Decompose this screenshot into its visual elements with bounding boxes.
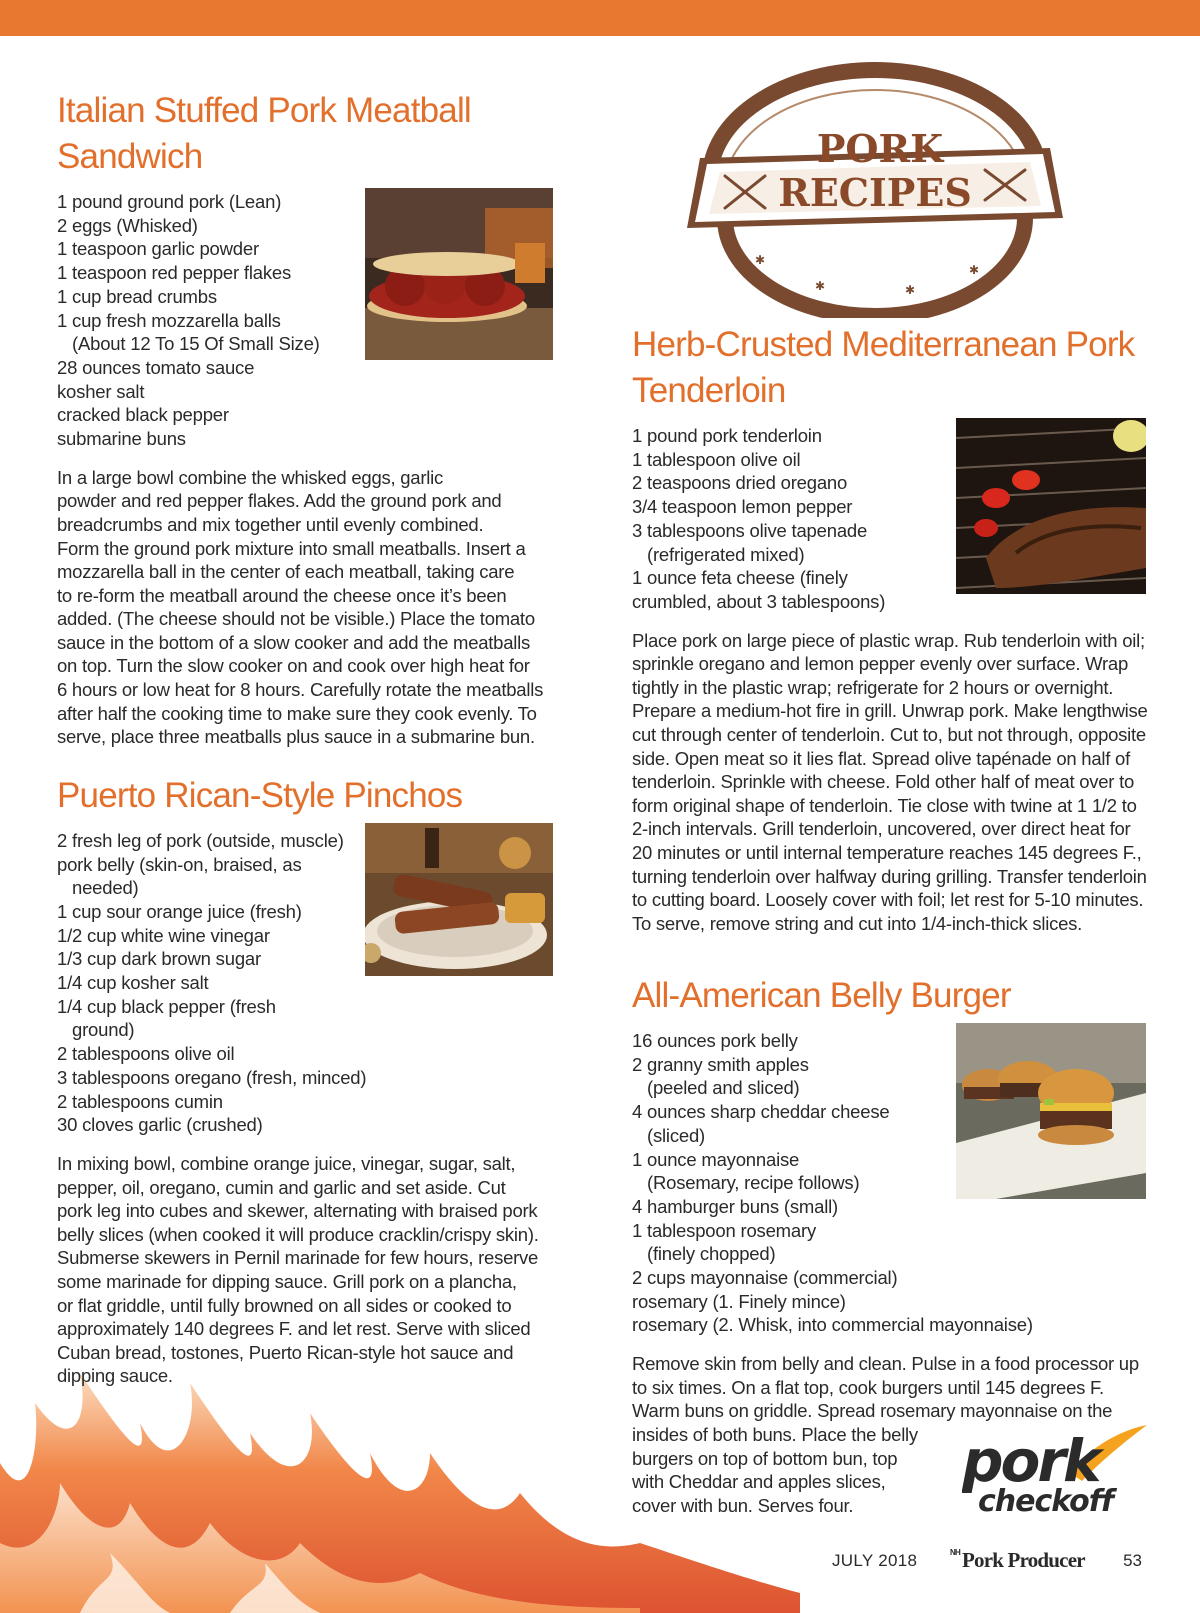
- ingredient: 4 ounces sharp cheddar cheese: [632, 1101, 890, 1123]
- svg-text:✱: ✱: [933, 71, 944, 85]
- ingredient: 16 ounces pork belly: [632, 1030, 798, 1051]
- ingredients-block: [632, 1029, 1152, 1337]
- ingredient: 2 tablespoons cumin: [57, 1090, 223, 1112]
- ingredient: 1/3 cup dark brown sugar: [57, 948, 261, 970]
- ingredient: 1 cup fresh mozzarella balls: [57, 309, 281, 331]
- svg-text:✱: ✱: [855, 67, 866, 81]
- ingredient: 2 teaspoons dried oregano: [632, 472, 848, 494]
- ingredient: (finely chopped): [647, 1243, 776, 1265]
- ingredient: 1/2 cup white wine vinegar: [57, 924, 270, 946]
- pork-checkoff-logo: [962, 1425, 1147, 1517]
- ingredient: 1 ounce feta cheese (finely: [632, 567, 848, 589]
- ingredient: 4 hamburger buns (small): [632, 1195, 838, 1217]
- ingredient: 28 ounces tomato sauce: [57, 356, 255, 378]
- left-column: [57, 88, 557, 1388]
- pinchos-photo: [365, 823, 553, 976]
- ingredient: 1 pound pork tenderloin: [632, 425, 822, 446]
- meatball-sandwich-photo: [365, 188, 553, 360]
- recipe-title: Italian Stuffed Pork Meatball Sandwich: [57, 91, 471, 176]
- ingredient: (peeled and sliced): [647, 1077, 800, 1099]
- ingredient: needed): [72, 877, 139, 899]
- svg-text:✱: ✱: [779, 79, 790, 93]
- svg-text:✱: ✱: [969, 263, 980, 277]
- page-number: 53: [1123, 1551, 1142, 1570]
- ingredient: crumbled, about 3 tablespoons): [632, 590, 886, 612]
- ingredient: 2 tablespoons olive oil: [57, 1043, 235, 1065]
- ingredient: 3 tablespoons olive tapenade: [632, 519, 868, 541]
- ingredient: 1 ounce mayonnaise: [632, 1148, 800, 1170]
- ingredients-block: [57, 190, 557, 451]
- ingredient: kosher salt: [57, 380, 145, 402]
- ingredients-block: [632, 424, 1152, 614]
- recipe-meatball-sandwich: [57, 88, 557, 749]
- ingredient: rosemary (1. Finely mince): [632, 1290, 846, 1312]
- ingredient: rosemary (2. Whisk, into commercial mayonnaise): [632, 1314, 1033, 1336]
- pork-recipes-badge: [660, 58, 1090, 318]
- ingredient: 1 tablespoon rosemary: [632, 1219, 816, 1241]
- top-color-bar: [0, 0, 1200, 36]
- magazine-name: $^{NH}$Pork Producer: [950, 1548, 1085, 1572]
- ingredient: 2 cups mayonnaise (commercial): [632, 1267, 898, 1289]
- ingredient: (Rosemary, recipe follows): [647, 1172, 860, 1194]
- logo-line1: pork: [962, 1427, 1099, 1495]
- ingredient: 1 teaspoon garlic powder: [57, 238, 259, 260]
- ingredient: (refrigerated mixed): [647, 543, 805, 565]
- ingredient: 2 eggs (Whisked): [57, 214, 198, 236]
- ingredient: 1/4 cup black pepper (fresh: [57, 995, 276, 1017]
- ingredient: submarine buns: [57, 428, 186, 450]
- ingredient: 1 pound ground pork (Lean): [57, 191, 282, 212]
- badge-line1: PORK: [816, 126, 944, 171]
- ingredient: 1 tablespoon olive oil: [632, 448, 801, 470]
- method-text: In mixing bowl, combine orange juice, vinegar, sugar, salt, pepper, oil, oregano, cumin and garlic and set aside. Cut pork leg into cubes and skewer, alternating with braised pork belly slices (when cooked it will produce cracklin/crispy skin). Submerse skewers in Pernil marinade for few hours, reserve some marinade for dipping sauce. Grill pork on a plancha, or flat griddle, until fully browned on all sides or cooked to approximately 140 degrees F. and let rest. Serve with sliced Cuban bread, tostones, Puerto Rican-style hot sauce and dipping sauce.: [57, 1153, 539, 1387]
- ingredient: 1 teaspoon red pepper flakes: [57, 262, 292, 284]
- right-column-top: [632, 322, 1152, 935]
- svg-text:✱: ✱: [737, 107, 748, 121]
- issue-date: JULY 2018: [832, 1551, 918, 1570]
- ingredient: 30 cloves garlic (crushed): [57, 1114, 263, 1136]
- recipe-title: Herb-Crusted Mediterranean Pork Tenderloin: [632, 325, 1135, 410]
- svg-text:✱: ✱: [983, 97, 994, 111]
- logo-line2: checkoff: [978, 1484, 1113, 1517]
- ingredient: (sliced): [647, 1124, 706, 1146]
- svg-text:✱: ✱: [755, 253, 766, 267]
- method-text: Place pork on large piece of plastic wrap. Rub tenderloin with oil; sprinkle oregano and lemon pepper evenly over surface. Wrap tightly in the plastic wrap; refrigerate for 2 hours or overnight. Prepare a medium-hot fire in grill. Unwrap pork. Make lengthwise cut through center of tenderloin. Cut to, but not through, opposite side. Open meat so it lies flat. Spread olive tapénade on half of tenderloin. Sprinkle with cheese. Fold other half of meat over to form original shape of tenderloin. Tie close with twine at 1 1/2 to 2-inch intervals. Grill tenderloin, uncovered, over direct heat for 20 minutes or until internal temperature reaches 145 degrees F., turning tenderloin over halfway during grilling. Transfer tenderloin to cutting board. Loosely cover with foil; let rest for 5-10 minutes. To serve, remove string and cut into 1/4-inch-thick slices.: [632, 629, 1148, 934]
- ingredient: 2 fresh leg of pork (outside, muscle): [57, 829, 344, 851]
- ingredient: 1/4 cup kosher salt: [57, 972, 209, 994]
- ingredient: 2 granny smith apples: [632, 1053, 809, 1075]
- ingredient: 1 cup sour orange juice (fresh): [57, 900, 302, 922]
- recipe-title: All-American Belly Burger: [632, 976, 1011, 1015]
- ingredients-block: [57, 829, 557, 1137]
- tenderloin-photo: [956, 418, 1146, 594]
- belly-burger-photo: [956, 1023, 1146, 1199]
- badge-line2: RECIPES: [778, 170, 972, 215]
- method-text: Remove skin from belly and clean. Pulse in a food processor up to six times. On a flat top, cook burgers until 145 degrees F. Warm buns on griddle. Spread rosemary mayonnaise on the insides of both buns. Place the belly burgers on top of bottom bun, top with Cheddar and apples slices, cover with bun. Serves four.: [632, 1353, 1139, 1516]
- recipe-pinchos: [57, 773, 557, 1388]
- ingredient: 1 cup bread crumbs: [57, 285, 217, 307]
- recipe-title: Puerto Rican-Style Pinchos: [57, 775, 463, 815]
- ingredient: cracked black pepper: [57, 404, 229, 426]
- svg-text:✱: ✱: [905, 283, 916, 297]
- recipe-herb-crusted-tenderloin: [632, 322, 1152, 935]
- ingredient: 3/4 teaspoon lemon pepper: [632, 496, 853, 518]
- ingredient: ground): [72, 1019, 135, 1041]
- method-text: In a large bowl combine the whisked eggs, garlic powder and red pepper flakes. Add the ground pork and breadcrumbs and mix together until evenly combined. Form the ground pork mixture into small meatballs. Insert a mozzarella ball in the center of each meatball, taking care to re-form the meatball around the cheese once it’s been added. (The cheese should not be visible.) Place the tomato sauce in the bottom of a slow cooker and add the meatballs on top. Turn the slow cooker on and cook over high heat for 6 hours or low heat for 8 hours. Carefully rotate the meatballs after half the cooking time to make sure they cook evenly. To serve, place three meatballs plus sauce in a submarine bun.: [57, 466, 544, 748]
- ingredient: (About 12 To 15 Of Small Size): [72, 333, 320, 355]
- ingredient: pork belly (skin-on, braised, as: [57, 853, 302, 875]
- svg-text:✱: ✱: [815, 279, 826, 293]
- page-footer: [832, 1548, 1162, 1574]
- ingredient: 3 tablespoons oregano (fresh, minced): [57, 1066, 367, 1088]
